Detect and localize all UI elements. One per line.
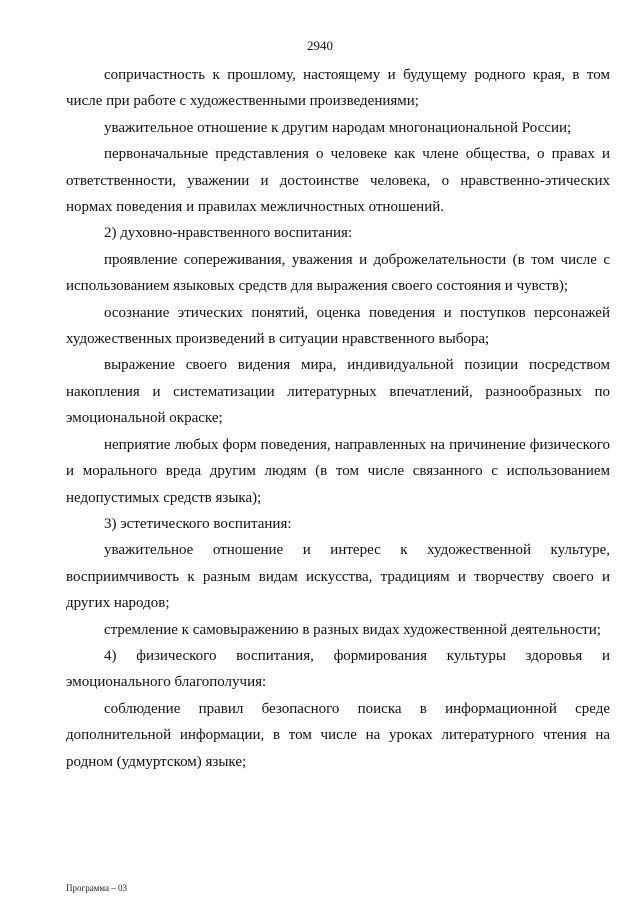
paragraph: стремление к самовыражению в разных видах художественной деятельности; [104, 621, 601, 638]
paragraph: сопричастность к прошлому, настоящему и будущему родного края, в том числе при работе с художественными произведениями; [66, 67, 610, 110]
section-heading: 4) физического воспитания, формирования культуры здоровья и эмоционального благополучия: [66, 647, 610, 691]
paragraph: первоначальные представления о человеке как члене общества, о правах и ответственности, уважении и достоинстве человека, о нравственно-этических нормах поведения и правилах межличностных отношений. [66, 146, 610, 216]
paragraph: проявление сопереживания, уважения и доброжелательности (в том числе с использованием языковых средств для выражения своего состояния и чувств); [66, 251, 610, 295]
paragraph: уважительное отношение и интерес к художественной культуре, восприимчивость к разным видам искусства, традициям и творчеству своего и других народов; [66, 542, 610, 612]
footer-label: Программа – 03 [66, 883, 128, 893]
paragraph: уважительное отношение к другим народам многонациональной России; [104, 119, 572, 136]
paragraph: выражение своего видения мира, индивидуальной позиции посредством накопления и систематизации литературных впечатлений, разнообразных по эмоциональной окраске; [66, 357, 610, 427]
paragraph: соблюдение правил безопасного поиска в информационной среде дополнительной информации, в том числе на уроках литературного чтения на родном (удмуртском) языке; [66, 700, 610, 770]
section-heading: 2) духовно-нравственного воспитания: [104, 225, 353, 242]
section-heading: 3) эстетического воспитания: [104, 515, 292, 532]
page-number: 2940 [307, 38, 333, 53]
document-body [66, 62, 610, 775]
paragraph: неприятие любых форм поведения, направленных на причинение физического и морального вреда другим людям (в том числе связанного с использованием недопустимых средств языка); [66, 436, 610, 506]
paragraph: осознание этических понятий, оценка поведения и поступков персонажей художественных произведений в ситуации нравственного выбора; [66, 304, 610, 348]
